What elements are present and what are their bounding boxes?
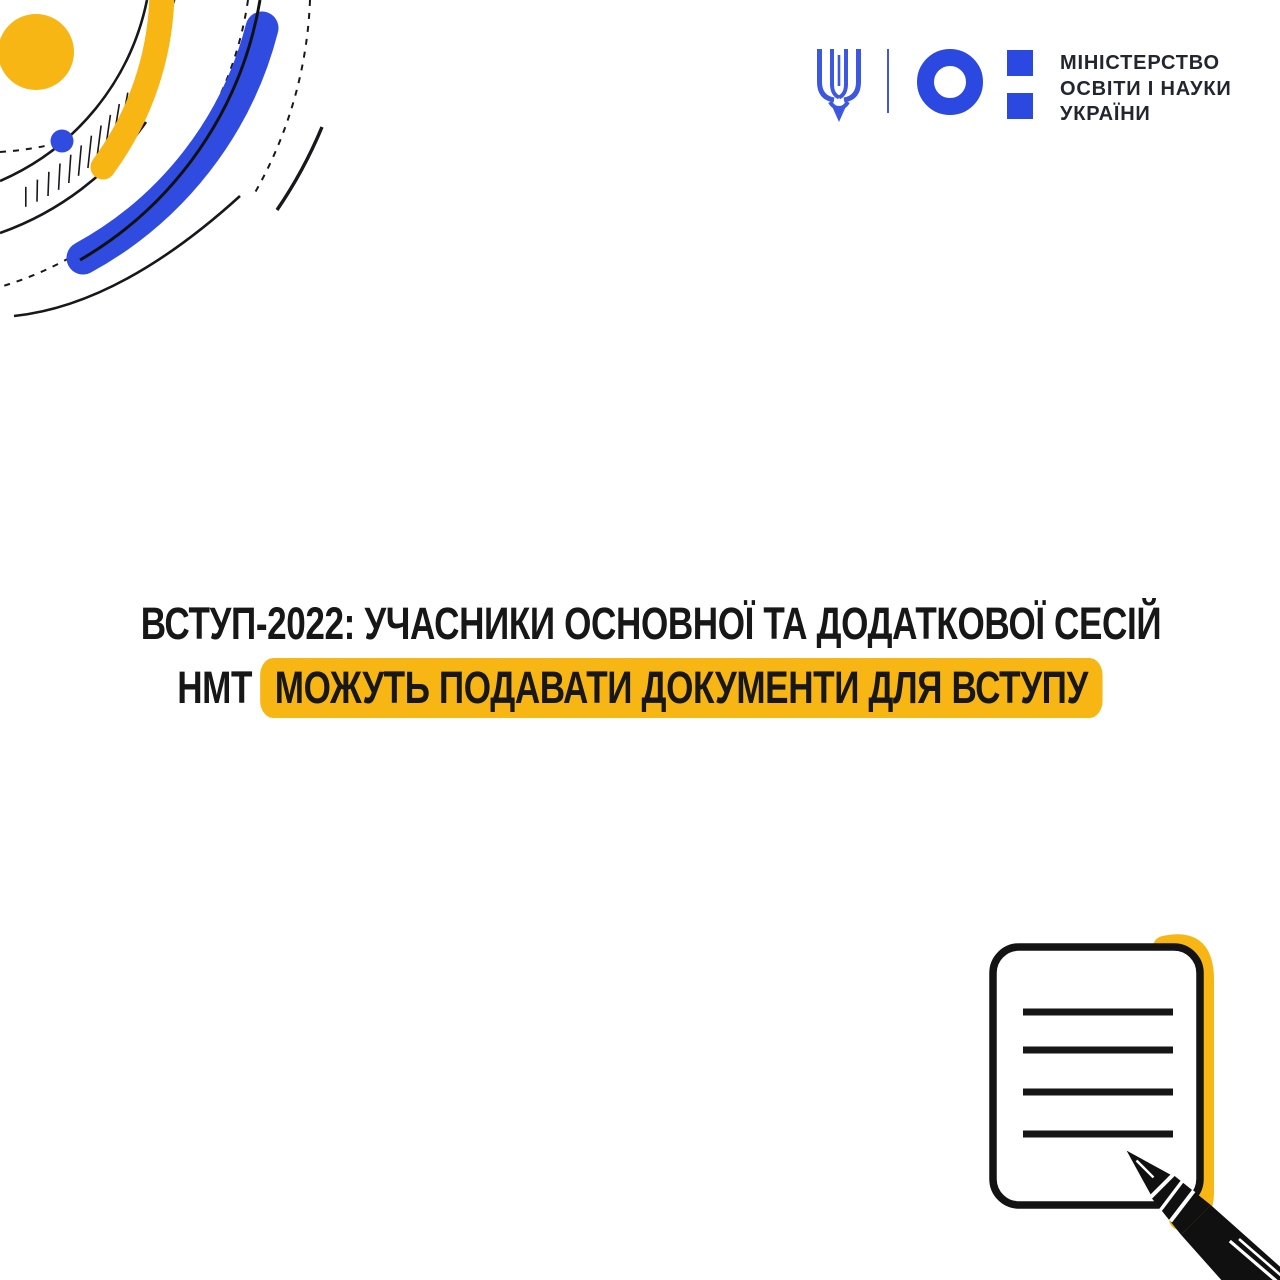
yellow-circle [0,14,74,90]
mon-logo-square-top-icon [1007,50,1033,76]
dashed-arc-small-left [0,143,58,152]
thick-yellow-arc [103,0,162,167]
mon-logo-ring-icon [917,49,983,115]
ministry-line-3: УКРАЇНИ [1060,103,1151,125]
headline-line-2 [141,656,1139,720]
brand-divider [887,49,889,113]
document-sheet [993,947,1200,1205]
headline-line-1: ВСТУП-2022: УЧАСНИКИ ОСНОВНОЇ ТА ДОДАТКОВОЇ СЕСІЙ [140,598,1162,649]
blue-dot [51,130,74,153]
mon-logo-square-bottom-icon [1007,93,1033,119]
ministry-line-1: МІНІСТЕРСТВО [1060,52,1220,74]
abstract-arcs-decoration [0,0,340,340]
thin-arc-right [277,127,322,210]
headline-line2-prefix: НМТ [177,662,253,713]
ministry-line-2: ОСВІТИ І НАУКИ [1060,77,1232,100]
brand-block [800,40,1240,140]
document-with-pen-illustration [950,920,1280,1280]
ukraine-trident-icon [815,46,863,124]
ministry-name [1060,51,1232,128]
headline-highlight: МОЖУТЬ ПОДАВАТИ ДОКУМЕНТИ ДЛЯ ВСТУПУ [260,658,1103,718]
